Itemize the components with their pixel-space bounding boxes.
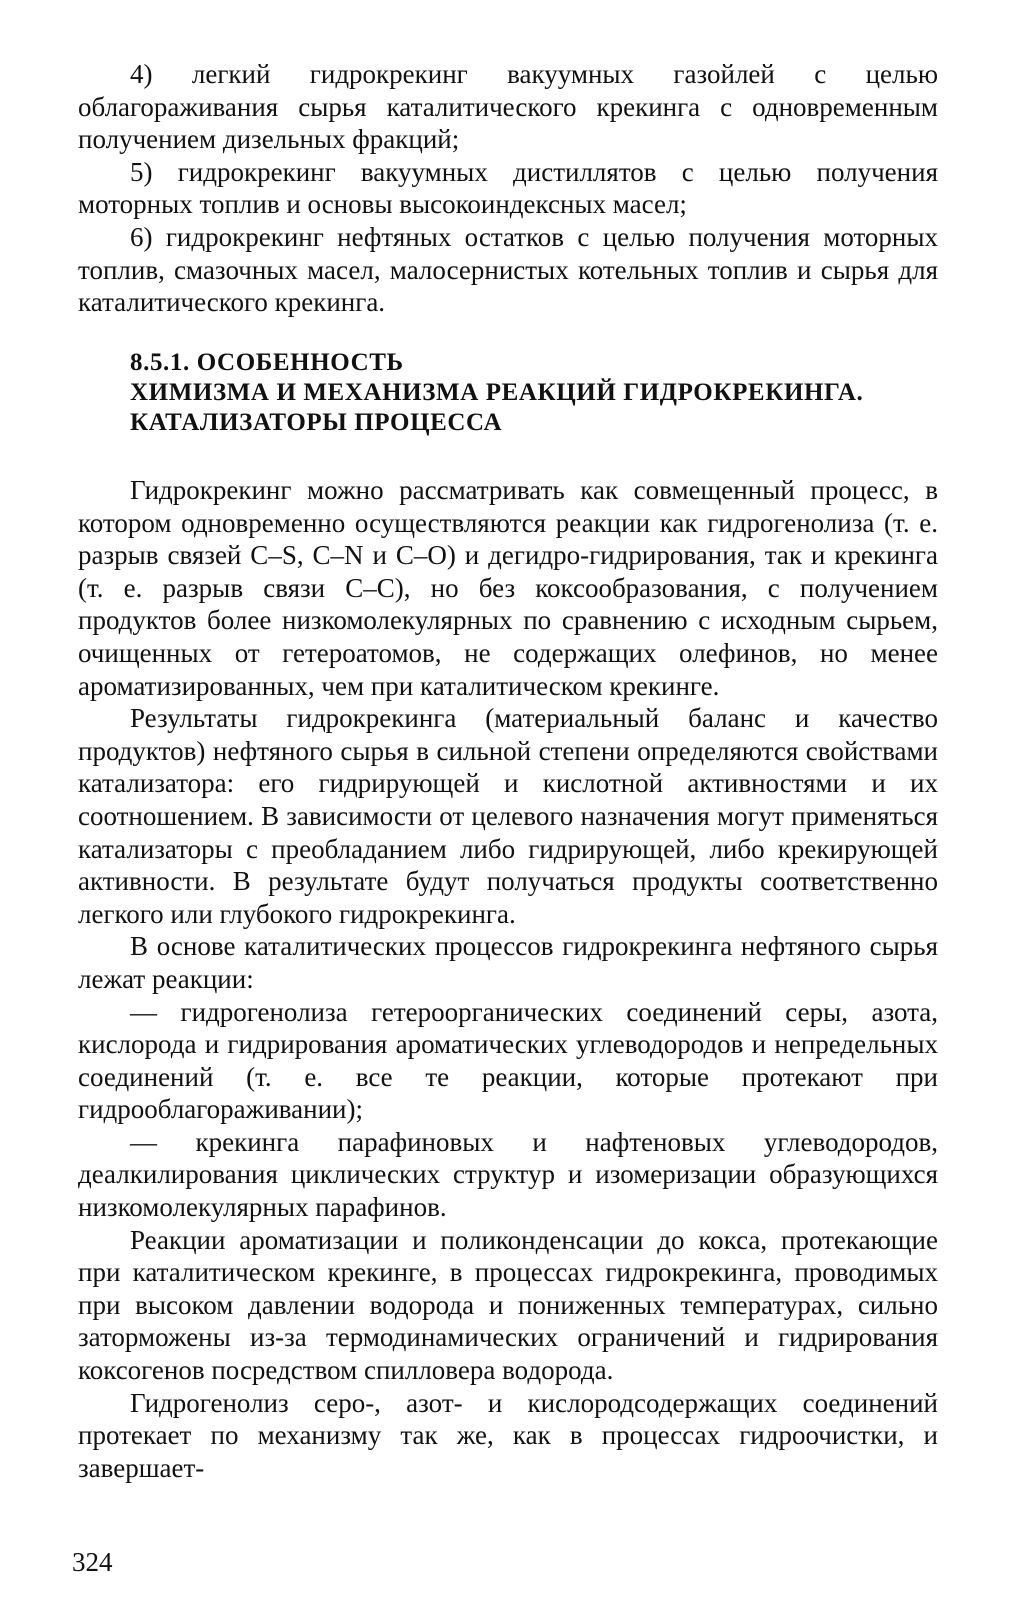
list-item: 5) гидрокрекинг вакуумных дистиллятов с целью получения моторных топлив и основы высокоиндексных масел; [78,156,938,220]
paragraph: Реакции ароматизации и поликонденсации до кокса, протекающие при каталитическом крекинге, в процессах гидрокрекинга, проводимых при высоком давлении водорода и пониженных температурах, сильно заторможены из-за термодинамических ограничений и гидрирования коксогенов посредством спилловера водорода. [78,1224,938,1386]
paragraph: В основе каталитических процессов гидрокрекинга нефтяного сырья лежат реакции: [78,931,938,994]
body-text [78,474,938,1484]
paragraph: Результаты гидрокрекинга (материальный баланс и качество продуктов) нефтяного сырья в сильной степени определяются свойствами катализатора: его гидрирующей и кислотной активностями и их соотношением. В зависимости от целевого назначения могут применяться катализаторы с преобладанием либо гидрирующей, либо крекирующей активности. В результате будут получаться продукты соответственно легкого или глубокого гидрокрекинга. [78,703,938,929]
section-heading [130,348,950,438]
paragraph: Гидрокрекинг можно рассматривать как совмещенный процесс, в котором одновременно осуществляются реакции как гидрогенолиза (т. е. разрыв связей C–S, C–N и C–O) и дегидро-гидрирования, так и крекинга (т. е. разрыв связи C–C), но без коксообразования, с получением продуктов более низкомолекулярных по сравнению с исходным сырьем, очищенных от гетероатомов, не содержащих олефинов, но менее ароматизированных, чем при каталитическом крекинге. [78,475,938,701]
paragraph: — крекинга парафиновых и нафтеновых углеводородов, деалкилирования циклических структур и изомеризации образующихся низкомолекулярных парафинов. [78,1126,938,1223]
page-number: 324 [72,1547,113,1577]
section-heading-line: ХИМИЗМА И МЕХАНИЗМА РЕАКЦИЙ ГИДРОКРЕКИНГА. [130,379,864,406]
section-heading-line: КАТАЛИЗАТОРЫ ПРОЦЕССА [130,409,503,436]
process-list [78,58,938,319]
section-heading-line: 8.5.1. ОСОБЕННОСТЬ [130,349,404,376]
list-item: 4) легкий гидрокрекинг вакуумных газойлей с целью облагораживания сырья каталитического крекинга с одновременным получением дизельных фракций; [78,59,938,155]
list-item: 6) гидрокрекинг нефтяных остатков с целью получения моторных топлив, смазочных масел, малосернистых котельных топлив и сырья для каталитического крекинга. [78,221,938,318]
paragraph: Гидрогенолиз серо-, азот- и кислородсодержащих соединений протекает по механизму так же, как в процессах гидроочистки, и завершает- [78,1387,938,1483]
paragraph: — гидрогенолиза гетероорганических соединений серы, азота, кислорода и гидрирования ароматических углеводородов и непредельных соединений (т. е. все те реакции, которые протекают при гидрооблагораживании); [78,996,938,1125]
